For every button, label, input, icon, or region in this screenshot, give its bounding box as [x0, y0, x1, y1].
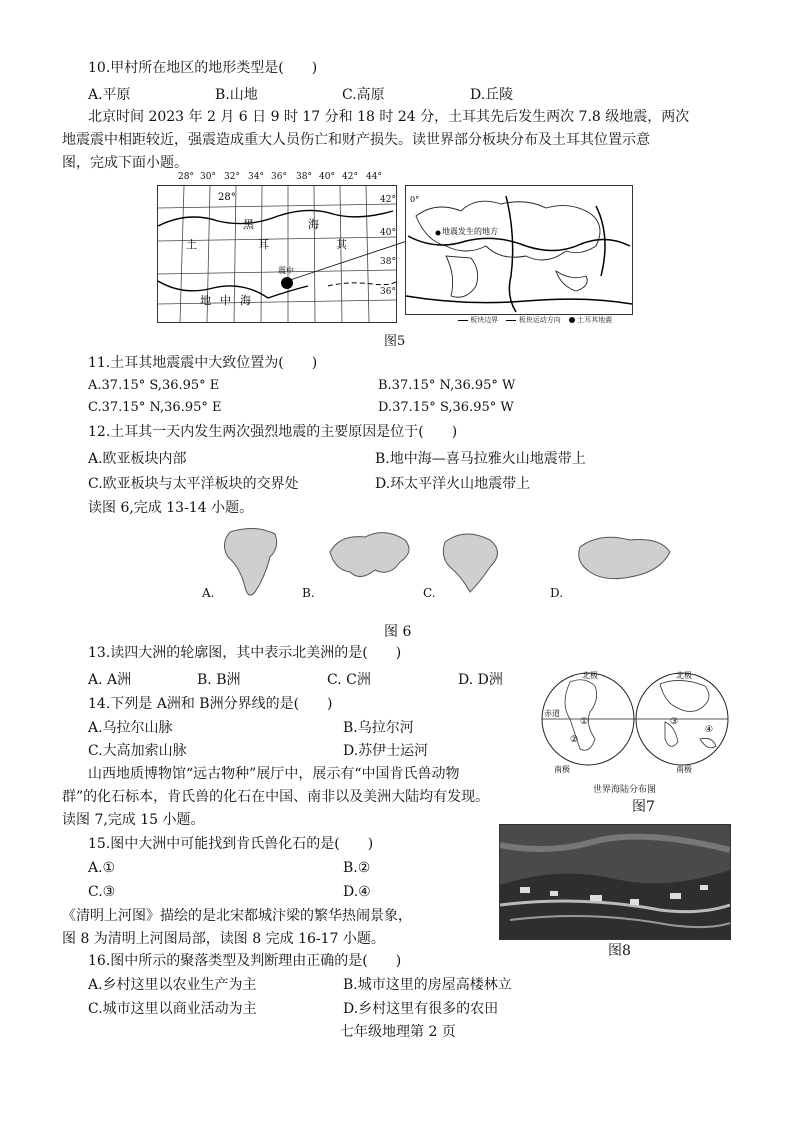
q10-option-c: C.高原	[342, 87, 385, 103]
lat-label-40: 40°	[380, 228, 396, 238]
legend-epicenter: 土耳其地震	[577, 316, 613, 324]
fig6-label-c: C.	[423, 586, 436, 600]
q16-option-c: C.城市这里以商业活动为主	[88, 1001, 257, 1017]
lon-label-40: 40°	[319, 172, 335, 182]
quake-intro-line1: 北京时间 2023 年 2 月 6 日 9 时 17 分和 18 时 24 分，土耳其先后发生两次 7.8 级地震，两次	[88, 109, 690, 125]
figure5-world-plates-map	[405, 185, 633, 315]
figure5-legend	[458, 315, 612, 325]
figure7-hemispheres	[540, 664, 730, 780]
q16-option-d: D.乡村这里有很多的农田	[343, 1001, 499, 1017]
fossil-intro-line1: 山西地质博物馆“远古物种”展厅中，展示有“中国肯氏兽动物	[88, 766, 460, 782]
q16-option-b: B.城市这里的房屋高楼林立	[343, 977, 512, 993]
q11-stem: 11.土耳其地震震中大致位置为( )	[88, 355, 318, 371]
q14-option-a: A.乌拉尔山脉	[88, 720, 173, 736]
q13-option-c: C. C洲	[327, 672, 371, 688]
figure7-caption: 图7	[632, 799, 655, 815]
q12-option-c: C.欧亚板块与太平洋板块的交界处	[88, 476, 299, 492]
q13-stem: 13.读四大洲的轮廓图，其中表示北美洲的是( )	[88, 645, 402, 661]
q15-option-a: A.①	[88, 860, 116, 876]
quake-intro-line2: 地震震中相距较近，强震造成重大人员伤亡和财产损失。读世界部分板块分布及土耳其位置示意	[62, 132, 650, 148]
figure5-caption: 图5	[384, 334, 406, 349]
q14-option-d: D.苏伊士运河	[343, 743, 429, 759]
q14-option-c: C.大高加索山脉	[88, 743, 187, 759]
fossil-intro-line2: 群”的化石标本，肯氏兽的化石在中国、南非以及美洲大陆均有发现。	[62, 789, 490, 805]
q13-option-b: B. B洲	[197, 672, 241, 688]
painting-intro-line1: 《清明上河图》描绘的是北宋都城汴梁的繁华热闹景象，	[62, 908, 412, 924]
map-word-qi: 其	[336, 238, 347, 251]
map-word-tu: 土	[186, 238, 197, 251]
fig7-equator: 赤道	[544, 709, 560, 718]
fig7-num-3: ③	[670, 717, 679, 727]
q13-option-d: D. D洲	[458, 672, 503, 688]
continent-africa-shape	[224, 528, 276, 595]
lat-label-42: 42°	[380, 195, 396, 205]
q14-stem: 14.下列是 A洲和 B洲分界线的是( )	[88, 696, 333, 712]
fig6-label-d: D.	[550, 586, 564, 600]
q16-option-a: A.乡村这里以农业生产为主	[88, 977, 257, 993]
continent-north-america-shape	[443, 534, 497, 592]
figure7-title: 世界海陆分布图	[593, 785, 657, 795]
q12-option-a: A.欧亚板块内部	[88, 451, 187, 467]
q12-option-b: B.地中海—喜马拉雅火山地震带上	[375, 451, 586, 467]
fig6-intro: 读图 6,完成 13-14 小题。	[88, 500, 254, 516]
q15-stem: 15.图中大洲中可能找到肯氏兽化石的是( )	[88, 836, 374, 852]
fig7-num-4: ④	[705, 725, 714, 735]
world-quake-label: 地震发生的地方	[442, 227, 498, 236]
lon-label-34: 34°	[248, 172, 264, 182]
continent-antarctica-shape	[579, 537, 670, 578]
fig7-north-pole-right: 北极	[676, 671, 692, 680]
q16-stem: 16.图中所示的聚落类型及判断理由正确的是( )	[88, 953, 402, 969]
figure6-caption: 图 6	[384, 624, 412, 640]
q15-option-d: D.④	[343, 884, 371, 900]
q11-option-d: D.37.15° S,36.95° W	[378, 400, 514, 415]
lon-label-42: 42°	[342, 172, 358, 182]
map-word-black: 黑	[243, 218, 254, 231]
q11-option-c: C.37.15° N,36.95° E	[88, 400, 222, 415]
q15-option-b: B.②	[343, 860, 371, 876]
painting-intro-line2: 图 8 为清明上河图局部，读图 8 完成 16-17 小题。	[62, 931, 385, 947]
q10-option-a: A.平原	[88, 87, 131, 103]
legend-motion: 板块运动方向	[518, 316, 561, 324]
page-footer: 七年级地理第 2 页	[340, 1024, 456, 1040]
fig7-north-pole-left: 北极	[582, 671, 598, 680]
lon-label-30: 30°	[200, 172, 216, 182]
fig6-label-a: A.	[202, 586, 215, 600]
fig7-south-pole-left: 南极	[554, 765, 570, 774]
figure6-continents	[200, 522, 680, 612]
lat-label-36: 36°	[380, 287, 396, 297]
quake-intro-line3: 图，完成下面小题。	[62, 155, 188, 171]
q14-option-b: B.乌拉尔河	[343, 720, 414, 736]
fossil-intro-line3: 读图 7,完成 15 小题。	[62, 812, 205, 828]
map-word-zhong: 中	[220, 294, 231, 307]
lon-label-28: 28°	[178, 172, 194, 182]
fig7-num-1: ①	[580, 717, 589, 727]
q11-option-a: A.37.15° S,36.95° E	[88, 378, 220, 393]
legend-boundary: 板块边界	[470, 316, 499, 324]
map-word-er: 耳	[258, 238, 269, 251]
q10-option-b: B.山地	[215, 87, 258, 103]
q11-option-b: B.37.15° N,36.95° W	[378, 378, 516, 393]
world-lon-left: 0°	[410, 195, 420, 204]
fig7-south-pole-right: 南极	[676, 765, 692, 774]
map-word-hai: 海	[240, 294, 251, 307]
map-word-sea: 海	[308, 218, 319, 231]
lon-labels-row	[218, 192, 236, 203]
lon-label-44: 44°	[366, 172, 382, 182]
q10-stem: 10.甲村所在地区的地形类型是( )	[88, 60, 318, 76]
q13-option-a: A. A洲	[88, 672, 132, 688]
q15-option-c: C.③	[88, 884, 116, 900]
lon-28: 28°	[218, 192, 236, 203]
fig6-label-b: B.	[302, 586, 315, 600]
continent-asia-shape	[330, 533, 409, 577]
fig7-num-2: ②	[570, 735, 579, 745]
lat-label-38: 38°	[380, 257, 396, 267]
lon-label-38: 38°	[296, 172, 312, 182]
q10-option-d: D.丘陵	[470, 87, 514, 103]
q12-option-d: D.环太平洋火山地震带上	[375, 476, 531, 492]
lon-label-36: 36°	[271, 172, 287, 182]
figure8-painting	[499, 824, 731, 940]
map-word-di: 地	[200, 294, 211, 307]
map-word-epicenter: 震中	[278, 266, 294, 275]
q12-stem: 12.土耳其一天内发生两次强烈地震的主要原因是位于( )	[88, 424, 458, 440]
lon-label-32: 32°	[224, 172, 240, 182]
figure8-caption: 图8	[608, 943, 631, 959]
